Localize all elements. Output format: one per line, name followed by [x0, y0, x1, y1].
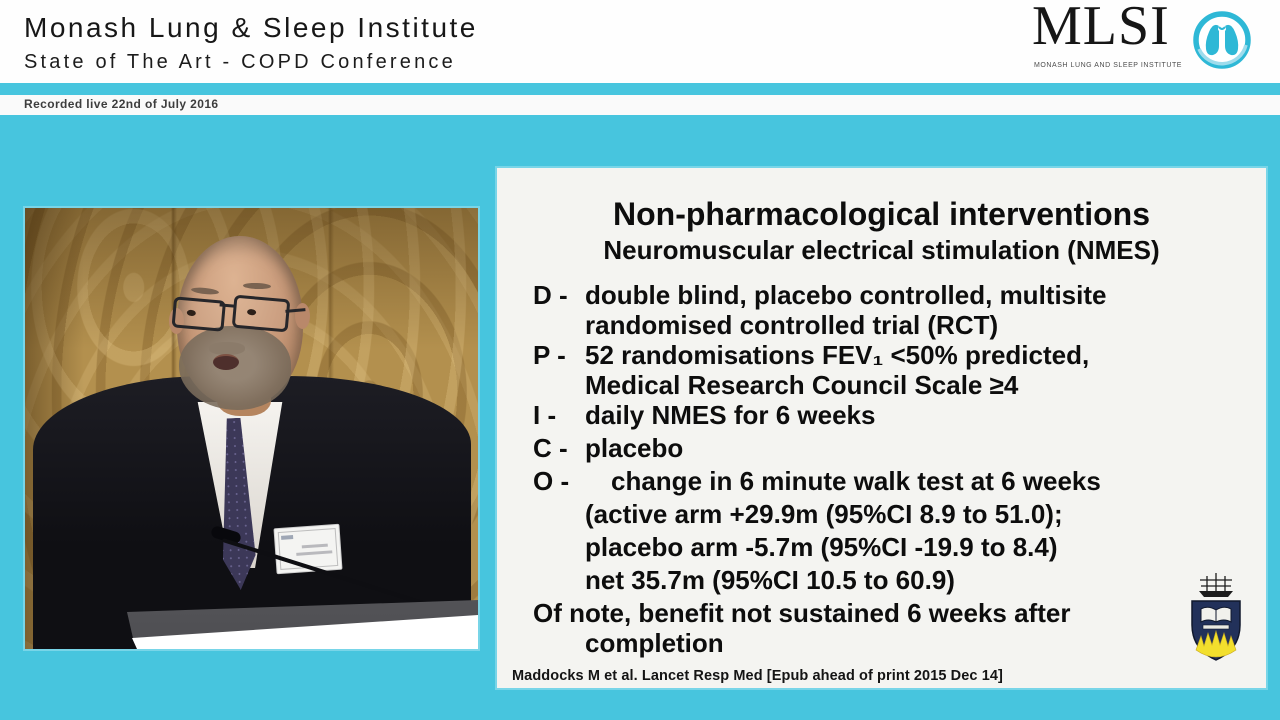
slide-line [533, 630, 1246, 657]
picos-label [533, 372, 585, 399]
slide-line-text: 52 randomisations FEV₁ <50% predicted, [585, 340, 1090, 370]
citation: Maddocks M et al. Lancet Resp Med [Epub ahead of print 2015 Dec 14] [512, 668, 1003, 684]
slide-line [533, 498, 1246, 531]
university-crest-icon [1187, 570, 1245, 666]
picos-label [533, 564, 585, 597]
slide-line [533, 564, 1246, 597]
stage-background [0, 115, 1280, 720]
slide-line-text: double blind, placebo controlled, multisite [585, 280, 1107, 310]
picos-label: I - [533, 400, 557, 430]
slide-line [533, 531, 1246, 564]
slide-line [533, 597, 1246, 630]
slide-line-text: placebo [585, 433, 684, 463]
picos-label [533, 531, 585, 564]
teal-divider-stripe [0, 83, 1280, 95]
mlsi-wordmark-caption: MONASH LUNG AND SLEEP INSTITUTE [1034, 62, 1183, 69]
glasses-lens [172, 296, 227, 331]
slide-title: Non-pharmacological interventions [613, 196, 1150, 232]
recorded-band [0, 95, 1280, 117]
picos-label [533, 312, 585, 339]
lungs-circle-icon [1190, 9, 1254, 73]
picos-label [533, 630, 585, 657]
speaker-mouth [213, 354, 239, 370]
speaker-video-panel [25, 208, 478, 649]
badge-text-line [302, 544, 328, 549]
presentation-slide [497, 168, 1266, 688]
slide-line [533, 339, 1246, 372]
slide-line [533, 399, 1246, 432]
slide-line-text: net 35.7m (95%CI 10.5 to 60.9) [585, 565, 955, 595]
slide-line-text: placebo arm -5.7m (95%CI -19.9 to 8.4) [585, 532, 1058, 562]
slide-line-text: change in 6 minute walk test at 6 weeks [611, 466, 1101, 496]
slide-line-text: randomised controlled trial (RCT) [585, 310, 999, 340]
slide-subtitle: Neuromuscular electrical stimulation (NMES) [603, 235, 1160, 265]
slide-line [533, 279, 1246, 312]
slide-line [533, 432, 1246, 465]
badge-logo-mark [281, 535, 293, 540]
picos-label: C - [533, 433, 568, 463]
picos-label: P - [533, 340, 566, 370]
glasses-arm [285, 308, 305, 313]
glasses-lens [232, 295, 291, 333]
slide-line-text: completion [585, 628, 724, 658]
slide-line [533, 465, 1246, 498]
recorded-caption: Recorded live 22nd of July 2016 [24, 97, 219, 111]
slide-body [533, 279, 1246, 657]
slide-line-text: (active arm +29.9m (95%CI 8.9 to 51.0); [585, 499, 1063, 529]
picos-label: D - [533, 280, 568, 310]
slide-line-text: daily NMES for 6 weeks [585, 400, 876, 430]
slide-line [533, 312, 1246, 339]
slide-line-text: Medical Research Council Scale ≥4 [585, 370, 1019, 400]
picos-label [533, 498, 585, 531]
header [0, 0, 1280, 83]
picos-label: O - [533, 466, 570, 496]
slide-line-text: Of note, benefit not sustained 6 weeks after [533, 598, 1071, 628]
mlsi-wordmark: MLSI [1032, 0, 1170, 57]
slide-line [533, 372, 1246, 399]
speaker-beard [179, 326, 291, 410]
institute-title: Monash Lung & Sleep Institute [24, 12, 478, 43]
badge-text-line [296, 550, 332, 556]
conference-subtitle: State of The Art - COPD Conference [24, 51, 456, 73]
